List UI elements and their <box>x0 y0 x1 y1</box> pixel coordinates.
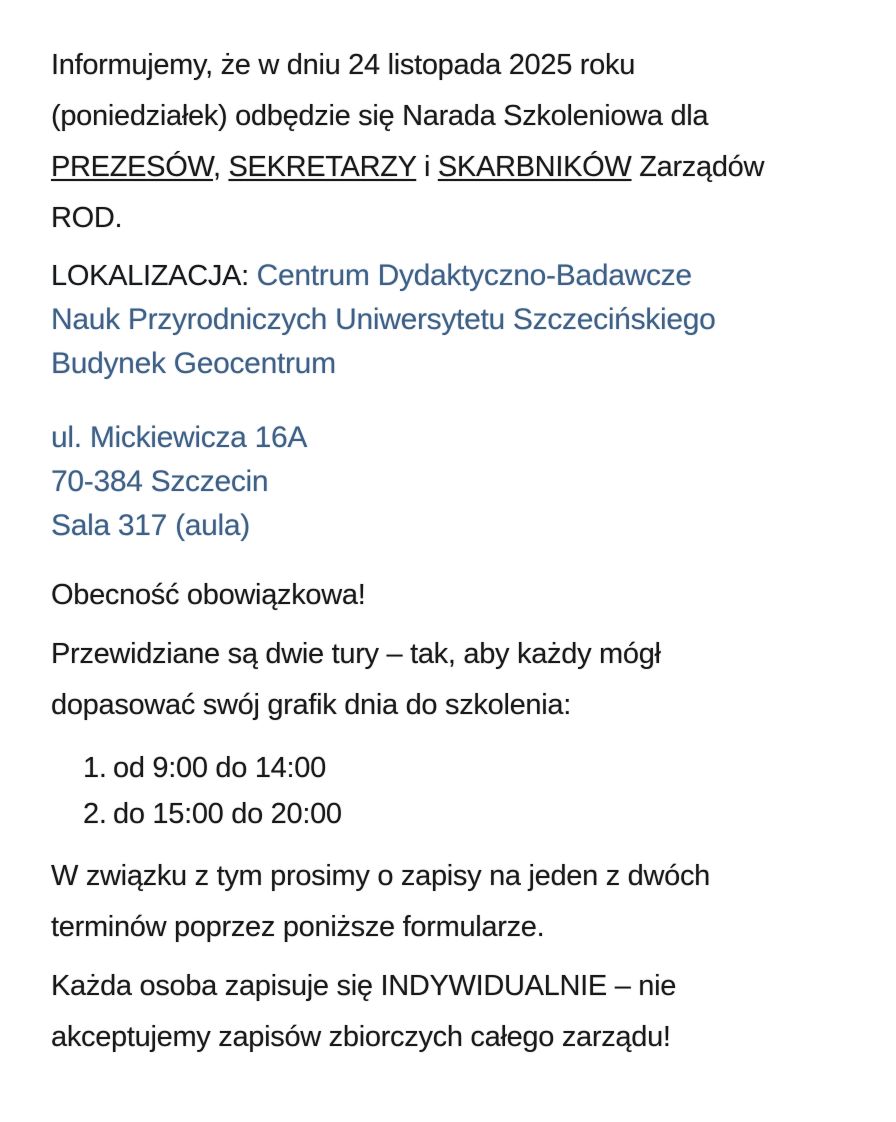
individual-line-2: akceptujemy zapisów zbiorczych całego zarządu! <box>51 1021 671 1053</box>
list-item <box>51 791 851 837</box>
intro-line-1: Informujemy, że w dniu 24 listopada 2025 roku <box>51 49 636 81</box>
separator-and: i <box>416 151 438 183</box>
tours-line-2: dopasować swój grafik dnia do szkolenia: <box>51 689 571 721</box>
tours-list <box>51 745 851 837</box>
separator-comma: , <box>212 151 229 183</box>
intro-line-3 <box>51 142 851 193</box>
intro-paragraph <box>51 40 851 244</box>
location-line-3: Budynek Geocentrum <box>51 347 336 380</box>
list-item-text: od 9:00 do 14:00 <box>113 752 326 784</box>
skarbnikow-text: SKARBNIKÓW <box>437 151 632 183</box>
location-block <box>51 254 851 386</box>
location-name-1: Centrum Dydaktyczno-Badawcze <box>256 259 692 292</box>
intro-line-2: (poniedziałek) odbędzie się Narada Szkoleniowa dla <box>51 100 709 132</box>
sekretarzy-text: SEKRETARZY <box>228 151 417 183</box>
individual-line-1: Każda osoba zapisuje się INDYWIDUALNIE – nie <box>51 970 677 1002</box>
attendance-notice: Obecność obowiązkowa! <box>51 579 366 611</box>
list-item-text: do 15:00 do 20:00 <box>113 798 342 830</box>
tours-line-1: Przewidziane są dwie tury – tak, aby każdy mógł <box>51 638 661 670</box>
signup-line-2: terminów poprzez poniższe formularze. <box>51 911 545 943</box>
tours-paragraph <box>51 629 851 731</box>
list-item-number: 2. <box>83 798 107 830</box>
prezesow-text: PREZESÓW <box>51 151 213 183</box>
address-room: Sala 317 (aula) <box>51 509 250 542</box>
location-line-1 <box>51 254 851 298</box>
signup-line-1: W związku z tym prosimy o zapisy na jeden z dwóch <box>51 860 710 892</box>
location-label: LOKALIZACJA: <box>51 260 257 292</box>
location-line-2: Nauk Przyrodniczych Uniwersytetu Szczecińskiego <box>51 303 716 336</box>
address-street: ul. Mickiewicza 16A <box>51 421 308 454</box>
zarzadow-text: Zarządów <box>631 151 765 183</box>
address-city: 70-384 Szczecin <box>51 465 269 498</box>
signup-paragraph <box>51 851 851 953</box>
individual-paragraph <box>51 961 851 1063</box>
list-item-number: 1. <box>83 752 107 784</box>
list-item <box>51 745 851 791</box>
document <box>51 40 851 1063</box>
intro-line-4: ROD. <box>51 202 123 234</box>
address-block <box>51 416 851 548</box>
